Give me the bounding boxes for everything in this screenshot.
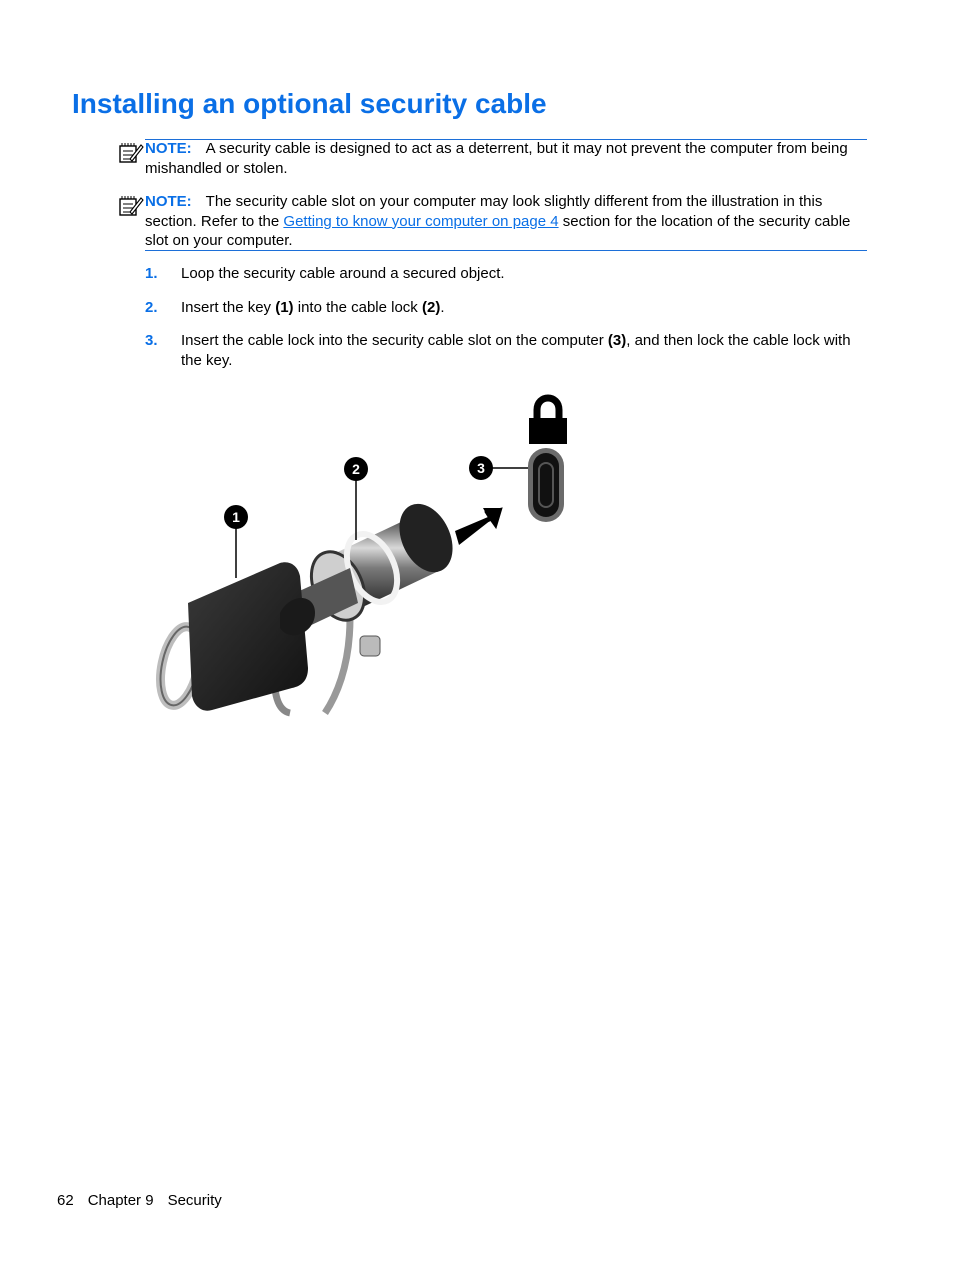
padlock-icon <box>529 398 567 444</box>
note-label: NOTE: <box>145 193 192 210</box>
note-2 <box>118 192 866 251</box>
step-text <box>181 331 867 371</box>
note-label: NOTE: <box>145 140 192 157</box>
step-text <box>181 298 867 318</box>
security-slot-icon <box>528 448 564 522</box>
callout-ref: (1) <box>275 299 294 316</box>
note-icon <box>118 142 144 164</box>
step-text-part: , and then lock the cable lock with the key. <box>181 332 851 369</box>
getting-to-know-link[interactable]: Getting to know your computer on page 4 <box>283 212 559 230</box>
step-text-part: into the cable lock <box>293 299 422 316</box>
step-1 <box>145 264 867 284</box>
arrow-icon <box>455 508 502 545</box>
note-text-after: section for the location of the security cable slot on your computer. <box>145 212 851 249</box>
note-1 <box>118 139 866 178</box>
step-3 <box>145 331 867 371</box>
page-footer <box>57 1192 236 1209</box>
step-text: Loop the security cable around a secured object. <box>181 265 505 282</box>
callout-label: 2 <box>352 461 360 477</box>
step-number: 1. <box>145 265 158 282</box>
callout-3 <box>469 456 493 480</box>
step-number: 3. <box>145 332 158 349</box>
step-number: 2. <box>145 299 158 316</box>
step-text-part: Insert the key <box>181 299 276 316</box>
chapter-label: Chapter 9 <box>87 1192 154 1209</box>
note-icon <box>118 195 144 217</box>
note-bottom-rule <box>145 250 867 251</box>
step-text-part: Insert the cable lock into the security cable slot on the computer <box>181 332 608 349</box>
callout-label: 3 <box>477 460 485 476</box>
callout-ref: (2) <box>421 299 441 316</box>
callout-1 <box>224 505 248 529</box>
page-number: 62 <box>57 1192 74 1209</box>
note-text: The security cable slot on your computer may look slightly different from the illustration in this section. Refer to the <box>145 193 823 230</box>
step-text-part: . <box>440 299 445 316</box>
security-cable-illustration <box>150 388 580 718</box>
note-text: A security cable is designed to act as a deterrent, but it may not prevent the computer from being mishandled or stolen. <box>145 140 848 177</box>
callout-2 <box>344 457 368 481</box>
key <box>154 562 315 710</box>
cable-lock <box>295 495 463 656</box>
section-label: Security <box>167 1192 222 1209</box>
callout-label: 1 <box>232 509 240 525</box>
callout-ref: (3) <box>607 332 627 349</box>
step-2 <box>145 298 867 318</box>
page-title: Installing an optional security cable <box>72 88 547 119</box>
